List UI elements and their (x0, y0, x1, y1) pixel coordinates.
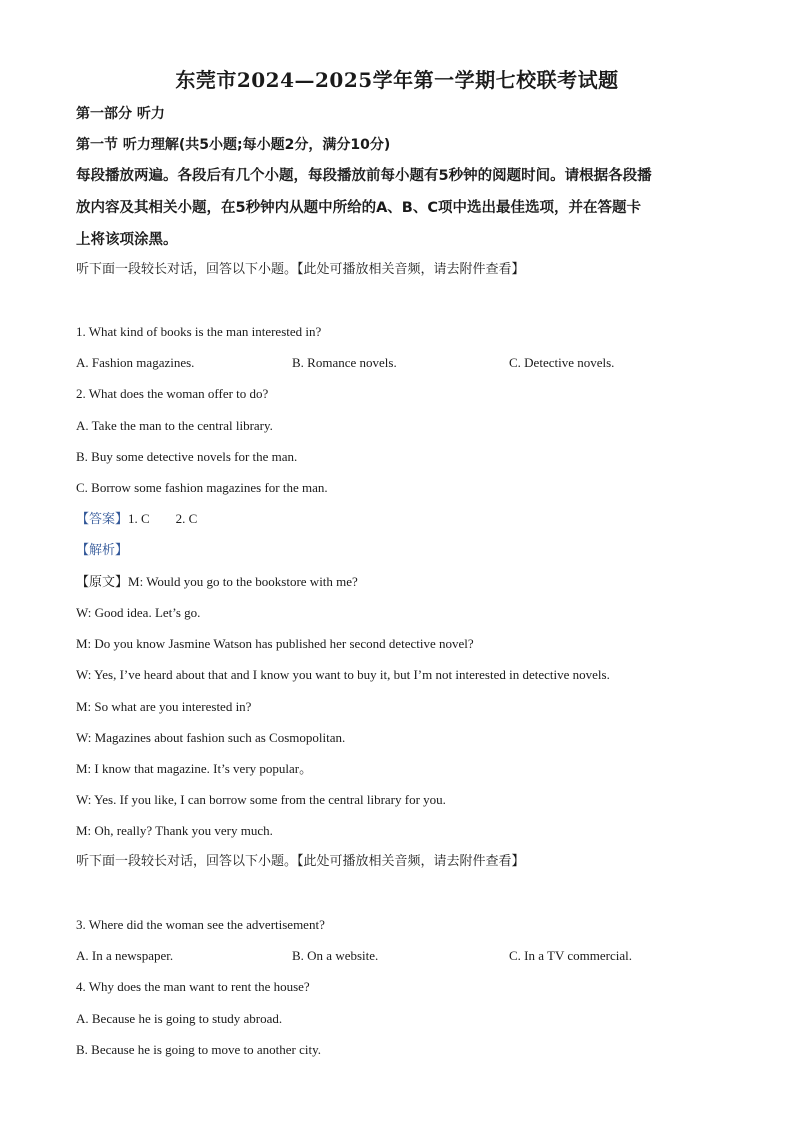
transcript-line-1 (76, 574, 358, 591)
q1-option-a: A. Fashion magazines. (76, 355, 195, 370)
transcript-line-6: W: Magazines about fashion such as Cosmopolitan. (76, 730, 346, 745)
transcript-text: M: Would you go to the bookstore with me? (128, 574, 358, 589)
analysis-label: 【解析】 (76, 543, 129, 558)
part-heading: 第一部分 听力 (76, 106, 165, 122)
question-3: 3. Where did the woman see the advertisement? (76, 917, 325, 932)
instructions-line-3: 上将该项涂黑。 (76, 232, 178, 248)
q3-option-a: A. In a newspaper. (76, 948, 174, 963)
listen-prompt-1: 听下面一段较长对话，回答以下小题。【此处可播放相关音频，请去附件查看】 (76, 262, 525, 277)
q2-option-a: A. Take the man to the central library. (76, 418, 273, 433)
answer-label: 【答案】 (76, 512, 129, 527)
answer-line (76, 511, 197, 528)
question-1: 1. What kind of books is the man interested in? (76, 324, 322, 339)
answer-values: 1. C 2. C (128, 511, 198, 526)
q1-option-b: B. Romance novels. (292, 355, 397, 370)
question-4: 4. Why does the man want to rent the house? (76, 979, 310, 994)
instructions-line-2: 放内容及其相关小题，在5秒钟内从题中所给的A、B、C项中选出最佳选项，并在答题卡 (76, 200, 642, 216)
q2-option-c: C. Borrow some fashion magazines for the man. (76, 480, 328, 495)
transcript-line-9: M: Oh, really? Thank you very much. (76, 823, 273, 838)
transcript-line-5: M: So what are you interested in? (76, 699, 252, 714)
page-title: 东莞市2024—2025学年第一学期七校联考试题 (175, 68, 619, 92)
transcript-line-2: W: Good idea. Let’s go. (76, 605, 201, 620)
question-2: 2. What does the woman offer to do? (76, 386, 269, 401)
q4-option-b: B. Because he is going to move to another city. (76, 1042, 322, 1057)
q4-option-a: A. Because he is going to study abroad. (76, 1011, 283, 1026)
transcript-line-3: M: Do you know Jasmine Watson has published her second detective novel? (76, 636, 474, 651)
transcript-line-4: W: Yes, I’ve heard about that and I know you want to buy it, but I’m not interested in detective novels. (76, 667, 610, 682)
analysis-line (76, 542, 128, 559)
listen-prompt-2: 听下面一段较长对话，回答以下小题。【此处可播放相关音频，请去附件查看】 (76, 854, 525, 869)
q2-option-b: B. Buy some detective novels for the man. (76, 449, 298, 464)
transcript-label: 【原文】 (76, 575, 129, 590)
section-heading: 第一节 听力理解(共5小题;每小题2分，满分10分) (76, 137, 391, 153)
q3-option-b: B. On a website. (292, 948, 379, 963)
q1-option-c: C. Detective novels. (509, 355, 615, 370)
transcript-line-8: W: Yes. If you like, I can borrow some from the central library for you. (76, 792, 446, 807)
instructions-line-1: 每段播放两遍。各段后有几个小题，每段播放前每小题有5秒钟的阅题时间。请根据各段播 (76, 168, 652, 184)
q3-option-c: C. In a TV commercial. (509, 948, 632, 963)
transcript-line-7: M: I know that magazine. It’s very popular。 (76, 761, 313, 776)
